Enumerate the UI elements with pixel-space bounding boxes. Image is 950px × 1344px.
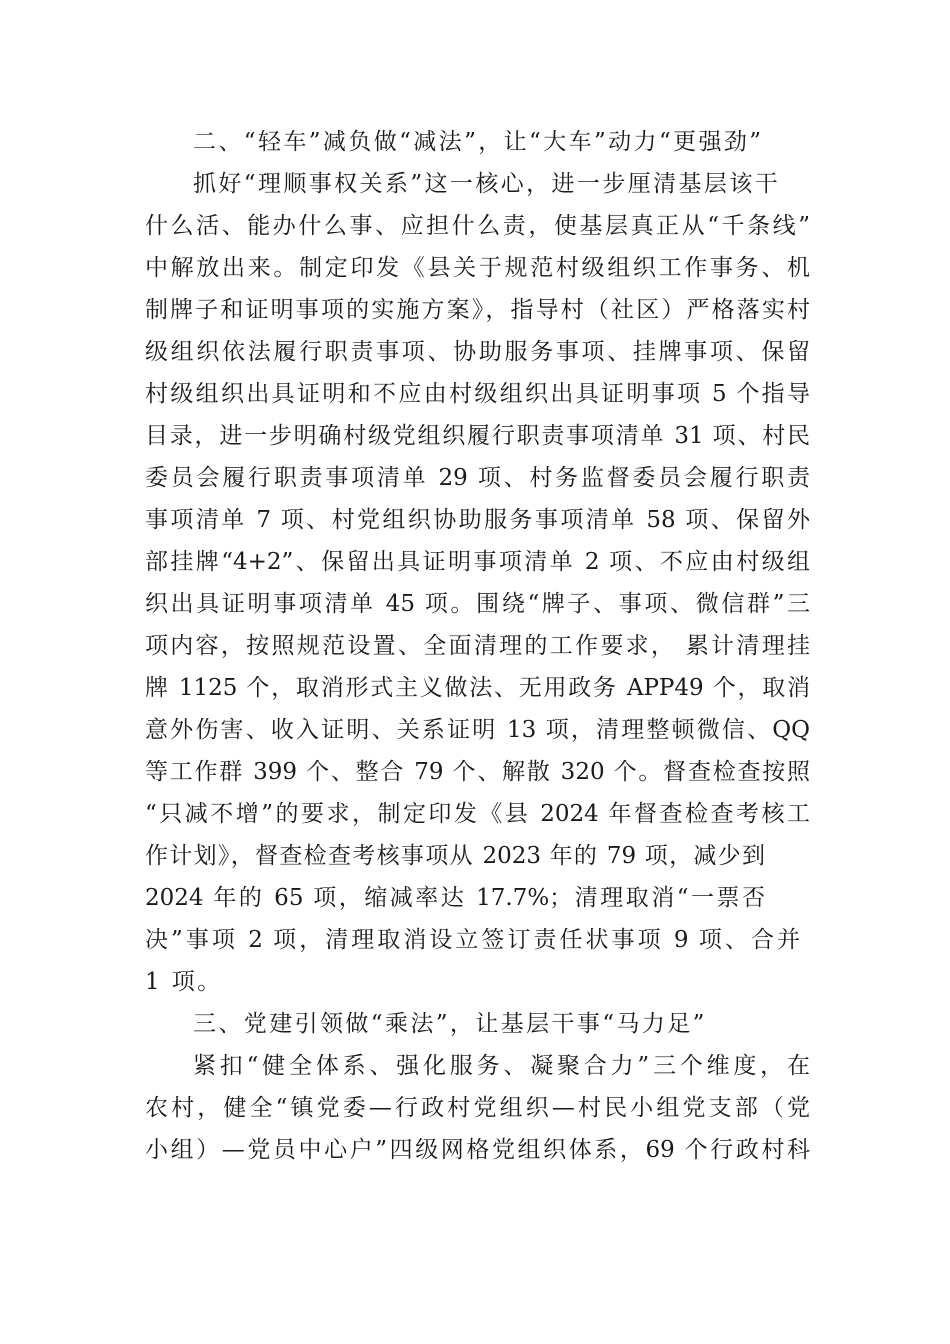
paragraph-line: 紧扣“健全体系、强化服务、凝聚合力”三个维度，在	[193, 1053, 810, 1079]
paragraph-line: 决”事项 2 项，清理取消设立签订责任状事项 9 项、合并	[145, 927, 800, 953]
paragraph-line: 抓好“理顺事权关系”这一核心，进一步厘清基层该干	[193, 171, 781, 197]
paragraph-line: 目录，进一步明确村级党组织履行职责事项清单 31 项、村民	[145, 423, 810, 449]
paragraph-line: 作计划》，督查检查考核事项从 2023 年的 79 项，减少到	[145, 843, 765, 869]
paragraph-line: 项内容，按照规范设置、全面清理的工作要求， 累计清理挂	[145, 633, 810, 659]
section-heading: 三、党建引领做“乘法”，让基层干事“马力足”	[193, 1011, 707, 1037]
paragraph-line: 制牌子和证明事项的实施方案》，指导村（社区）严格落实村	[145, 297, 810, 323]
paragraph-line: 织出具证明事项清单 45 项。围绕“牌子、事项、微信群”三	[145, 591, 810, 617]
paragraph-line: 村级组织出具证明和不应由村级组织出具证明事项 5 个指导	[145, 381, 810, 407]
paragraph-line: 小组）—党员中心户”四级网格党组织体系，69 个行政村科	[145, 1137, 810, 1163]
paragraph-line: 部挂牌“4+2”、保留出具证明事项清单 2 项、不应由村级组	[145, 549, 810, 575]
paragraph-line: 什么活、能办什么事、应担什么责，使基层真正从“千条线”	[145, 213, 810, 239]
paragraph-line: 中解放出来。制定印发《县关于规范村级组织工作事务、机	[145, 255, 810, 281]
paragraph-line: 农村，健全“镇党委—行政村党组织—村民小组党支部（党	[145, 1095, 810, 1121]
section-heading: 二、“轻车”减负做“减法”，让“大车”动力“更强劲”	[193, 129, 764, 155]
paragraph-line: 级组织依法履行职责事项、协助服务事项、挂牌事项、保留	[145, 339, 810, 365]
paragraph-line: 意外伤害、收入证明、关系证明 13 项，清理整顿微信、QQ	[145, 717, 810, 743]
paragraph-line: 2024 年的 65 项，缩减率达 17.7%；清理取消“一票否	[145, 885, 765, 911]
paragraph-line: 等工作群 399 个、整合 79 个、解散 320 个。督查检查按照	[145, 759, 810, 785]
paragraph-line: 事项清单 7 项、村党组织协助服务事项清单 58 项、保留外	[145, 507, 810, 533]
paragraph-line: 1 项。	[145, 969, 223, 995]
paragraph-line: 牌 1125 个，取消形式主义做法、无用政务 APP49 个，取消	[145, 675, 810, 701]
paragraph-line: 委员会履行职责事项清单 29 项、村务监督委员会履行职责	[145, 465, 810, 491]
paragraph-line: “只减不增”的要求，制定印发《县 2024 年督查检查考核工	[145, 801, 810, 827]
